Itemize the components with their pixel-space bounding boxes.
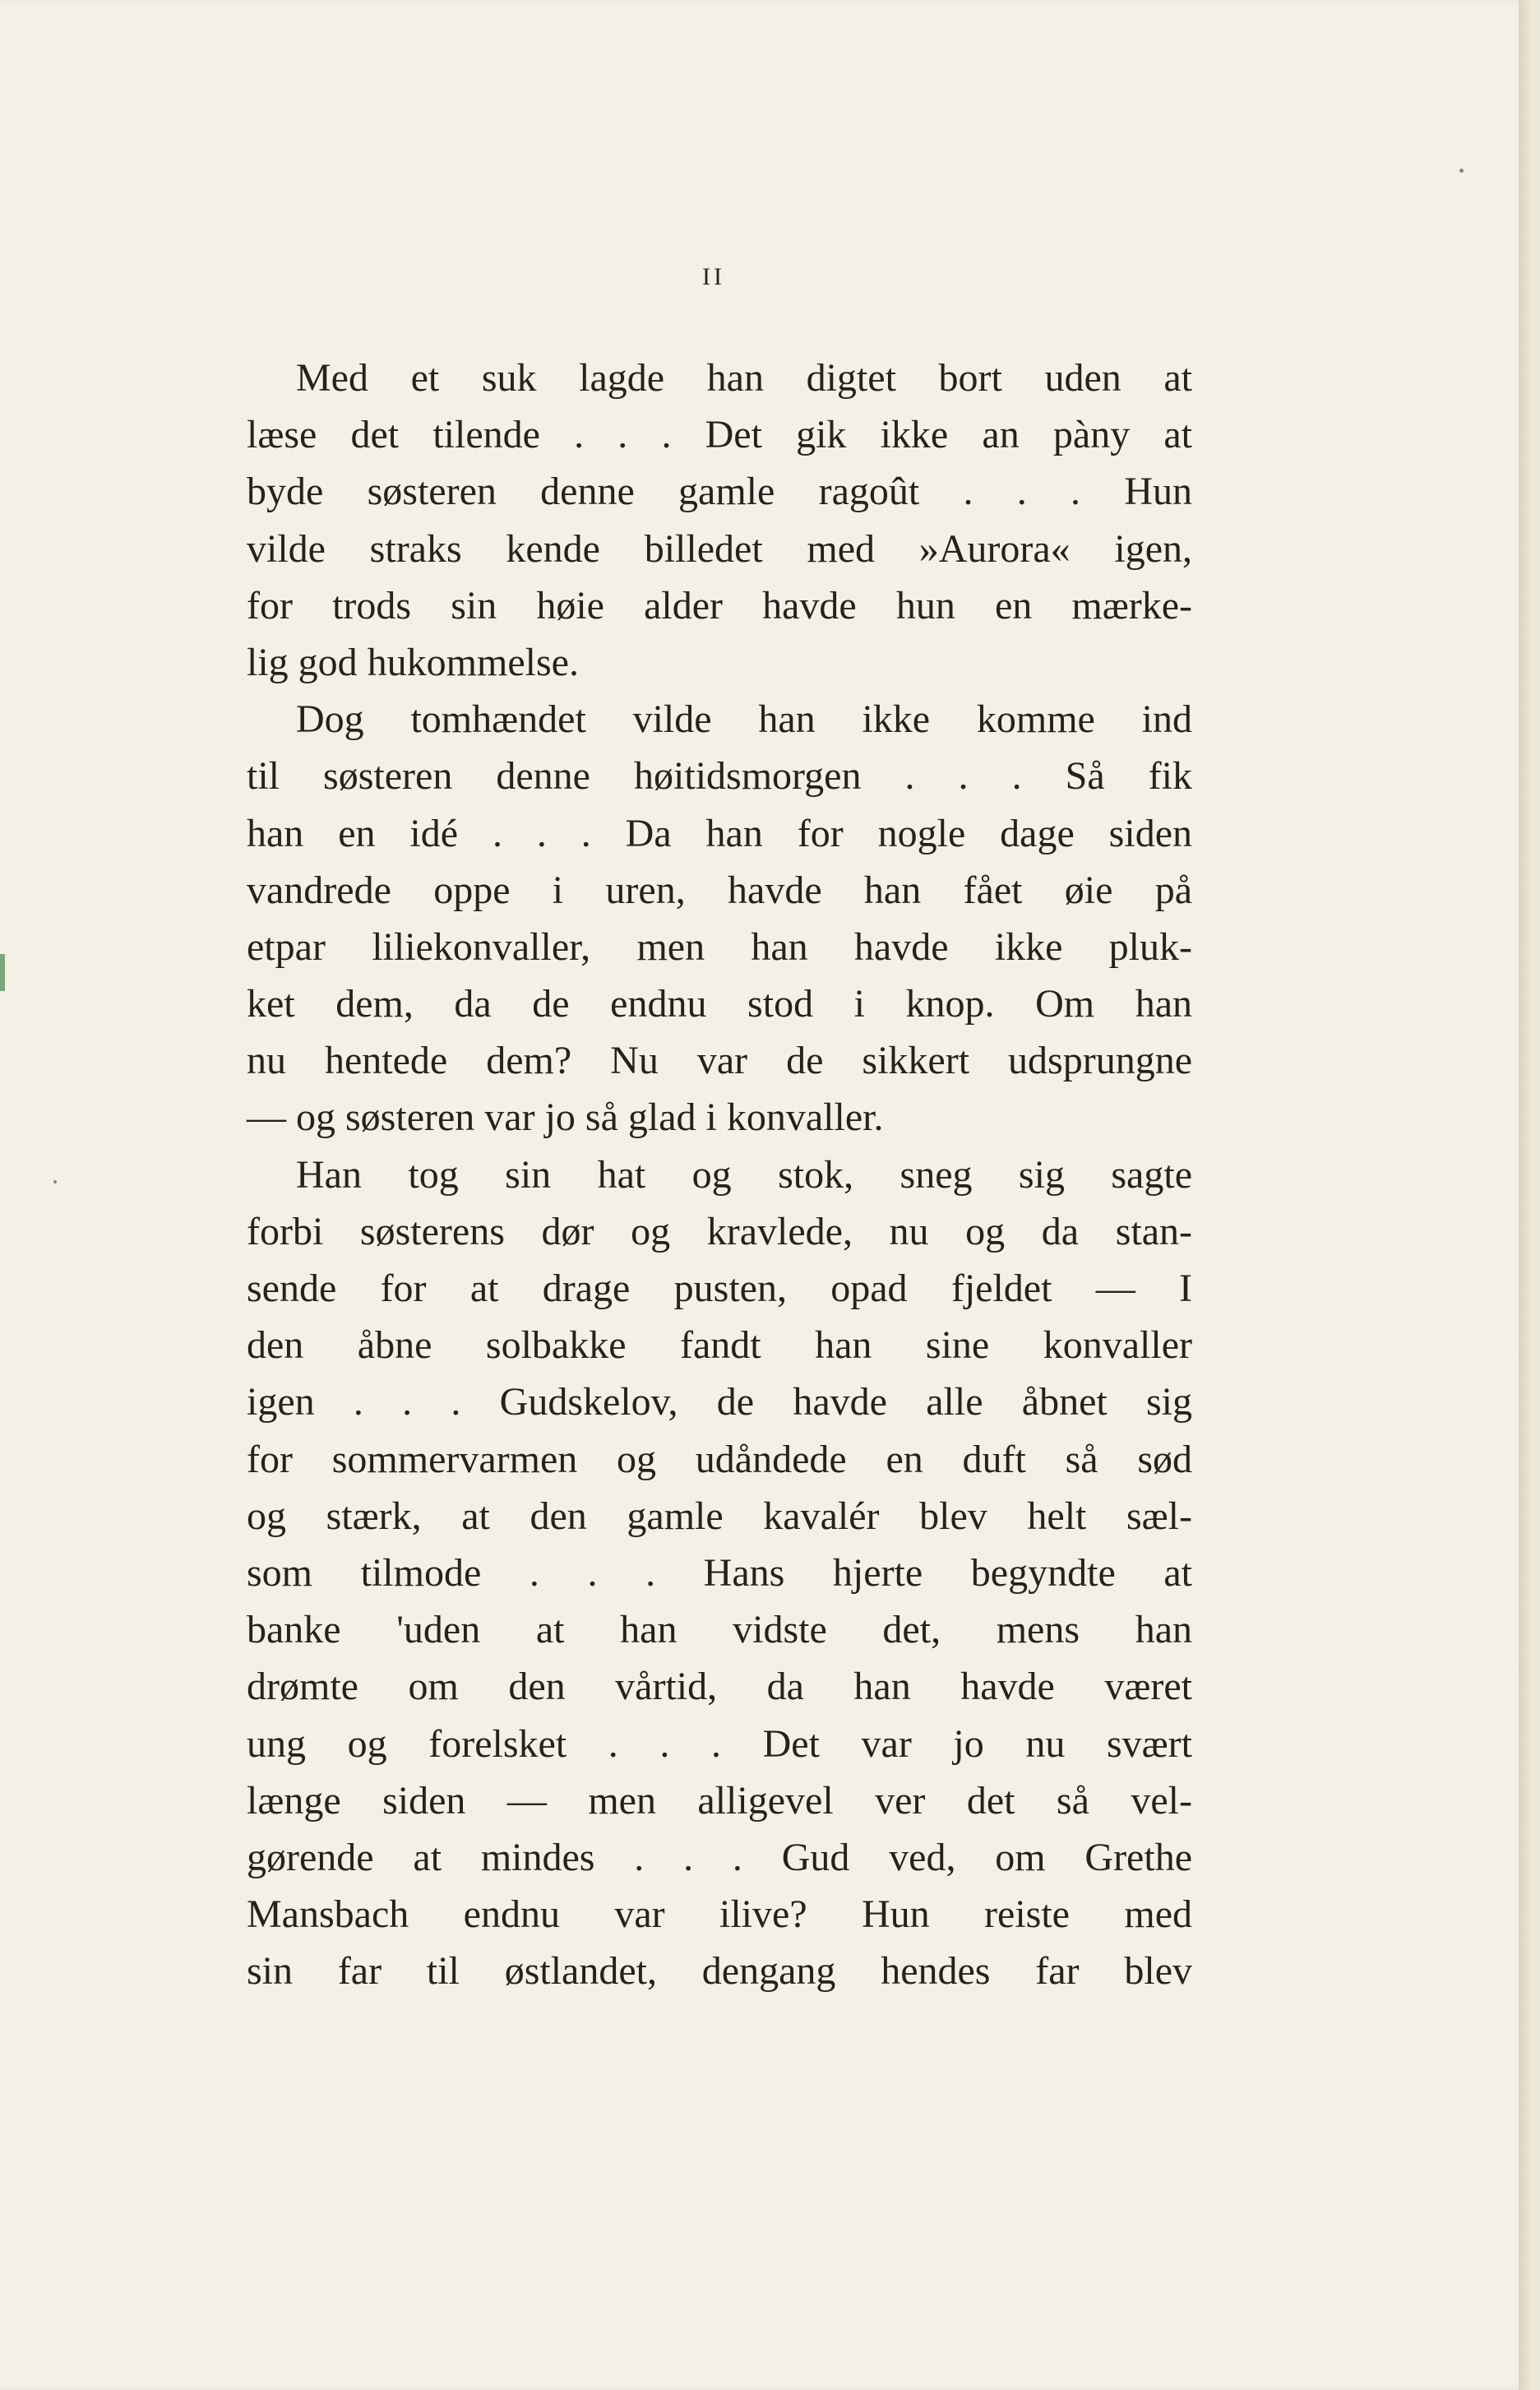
paper-speck	[53, 1180, 57, 1183]
text-line: for sommervarmen og udåndede en duft så sød	[247, 1437, 1192, 1481]
text-line: gørende at mindes . . . Gud ved, om Grethe	[247, 1835, 1192, 1879]
text-line: Med et suk lagde han digtet bort uden at	[296, 356, 1192, 400]
text-line: drømte om den vårtid, da han havde været	[247, 1665, 1192, 1709]
body-text	[247, 350, 1192, 1999]
text-line: sende for at drage pusten, opad fjeldet — I	[247, 1267, 1192, 1310]
text-line: til søsteren denne høitidsmorgen . . . Så fik	[247, 754, 1192, 799]
text-line: byde søsteren denne gamle ragoût . . . Hun	[247, 470, 1192, 514]
paper-speck	[1459, 169, 1464, 173]
text-line: og stærk, at den gamle kavalér blev helt sæl-	[247, 1494, 1192, 1538]
page-number: II	[702, 263, 725, 290]
text-line: igen . . . Gudskelov, de havde alle åbnet sig	[247, 1380, 1192, 1424]
text-line: den åbne solbakke fandt han sine konvaller	[247, 1323, 1192, 1368]
text-line: som tilmode . . . Hans hjerte begyndte at	[247, 1550, 1192, 1595]
text-line: forbi søsterens dør og kravlede, nu og da stan-	[247, 1209, 1192, 1253]
text-line: vandrede oppe i uren, havde han fået øie på	[247, 868, 1192, 912]
margin-mark	[0, 954, 5, 991]
text-line: etpar liliekonvaller, men han havde ikke pluk-	[247, 924, 1192, 969]
text-line: Dog tomhændet vilde han ikke komme ind	[296, 697, 1192, 742]
text-line: Mansbach endnu var ilive? Hun reiste med	[247, 1892, 1192, 1937]
text-line: han en idé . . . Da han for nogle dage siden	[247, 811, 1192, 855]
text-line: lig god hukommelse.	[247, 640, 579, 684]
text-line: Han tog sin hat og stok, sneg sig sagte	[296, 1152, 1192, 1197]
text-line: ket dem, da de endnu stod i knop. Om han	[247, 982, 1192, 1026]
text-line: vilde straks kende billedet med »Aurora« igen,	[247, 526, 1192, 571]
text-line: for trods sin høie alder havde hun en mærke-	[247, 583, 1192, 628]
page-edge	[1519, 0, 1529, 2390]
text-line: læse det tilende . . . Det gik ikke an pàny at	[247, 413, 1192, 457]
text-line: nu hentede dem? Nu var de sikkert udsprungne	[247, 1039, 1192, 1083]
text-line: banke 'uden at han vidste det, mens han	[247, 1608, 1192, 1652]
text-line: ung og forelsket . . . Det var jo nu svært	[247, 1721, 1192, 1766]
text-line: sin far til østlandet, dengang hendes far blev	[247, 1949, 1192, 1994]
text-line: længe siden — men alligevel ver det så vel-	[247, 1778, 1192, 1823]
text-line: — og søsteren var jo så glad i konvaller.	[247, 1095, 884, 1140]
